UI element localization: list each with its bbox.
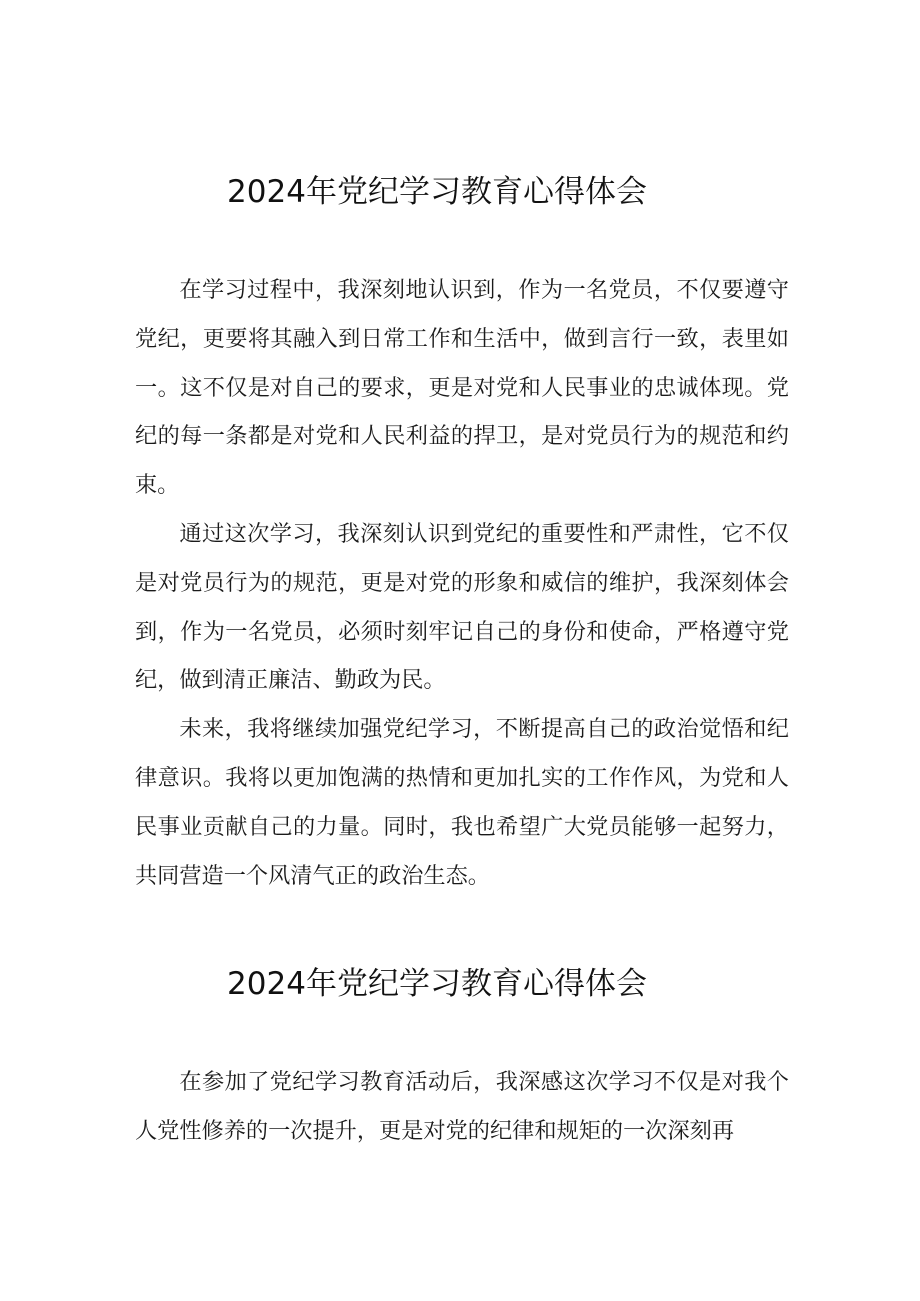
page-title: 2024年党纪学习教育心得体会 bbox=[227, 174, 647, 210]
paragraph: 在学习过程中，我深刻地认识到，作为一名党员，不仅要遵守党纪，更要将其融入到日常工作和生活中，做到言行一致，表里如一。这不仅是对自己的要求，更是对党和人民事业的忠诚体现。党纪的每一条都是对党和人民利益的捍卫，是对党员行为的规范和约束。 bbox=[135, 277, 789, 499]
article-body bbox=[135, 1058, 789, 1156]
section-title: 2024年党纪学习教育心得体会 bbox=[227, 966, 647, 1002]
article-body bbox=[135, 266, 789, 900]
paragraph: 通过这次学习，我深刻认识到党纪的重要性和严肃性，它不仅是对党员行为的规范，更是对党的形象和威信的维护，我深刻体会到，作为一名党员，必须时刻牢记自己的身份和使命，严格遵守党纪，做到清正廉洁、勤政为民。 bbox=[135, 520, 789, 694]
paragraph: 在参加了党纪学习教育活动后，我深感这次学习不仅是对我个人党性修养的一次提升，更是对党的纪律和规矩的一次深刻再 bbox=[135, 1069, 789, 1144]
paragraph: 未来，我将继续加强党纪学习，不断提高自己的政治觉悟和纪律意识。我将以更加饱满的热情和更加扎实的工作作风，为党和人民事业贡献自己的力量。同时，我也希望广大党员能够一起努力，共同营造一个风清气正的政治生态。 bbox=[135, 716, 789, 889]
